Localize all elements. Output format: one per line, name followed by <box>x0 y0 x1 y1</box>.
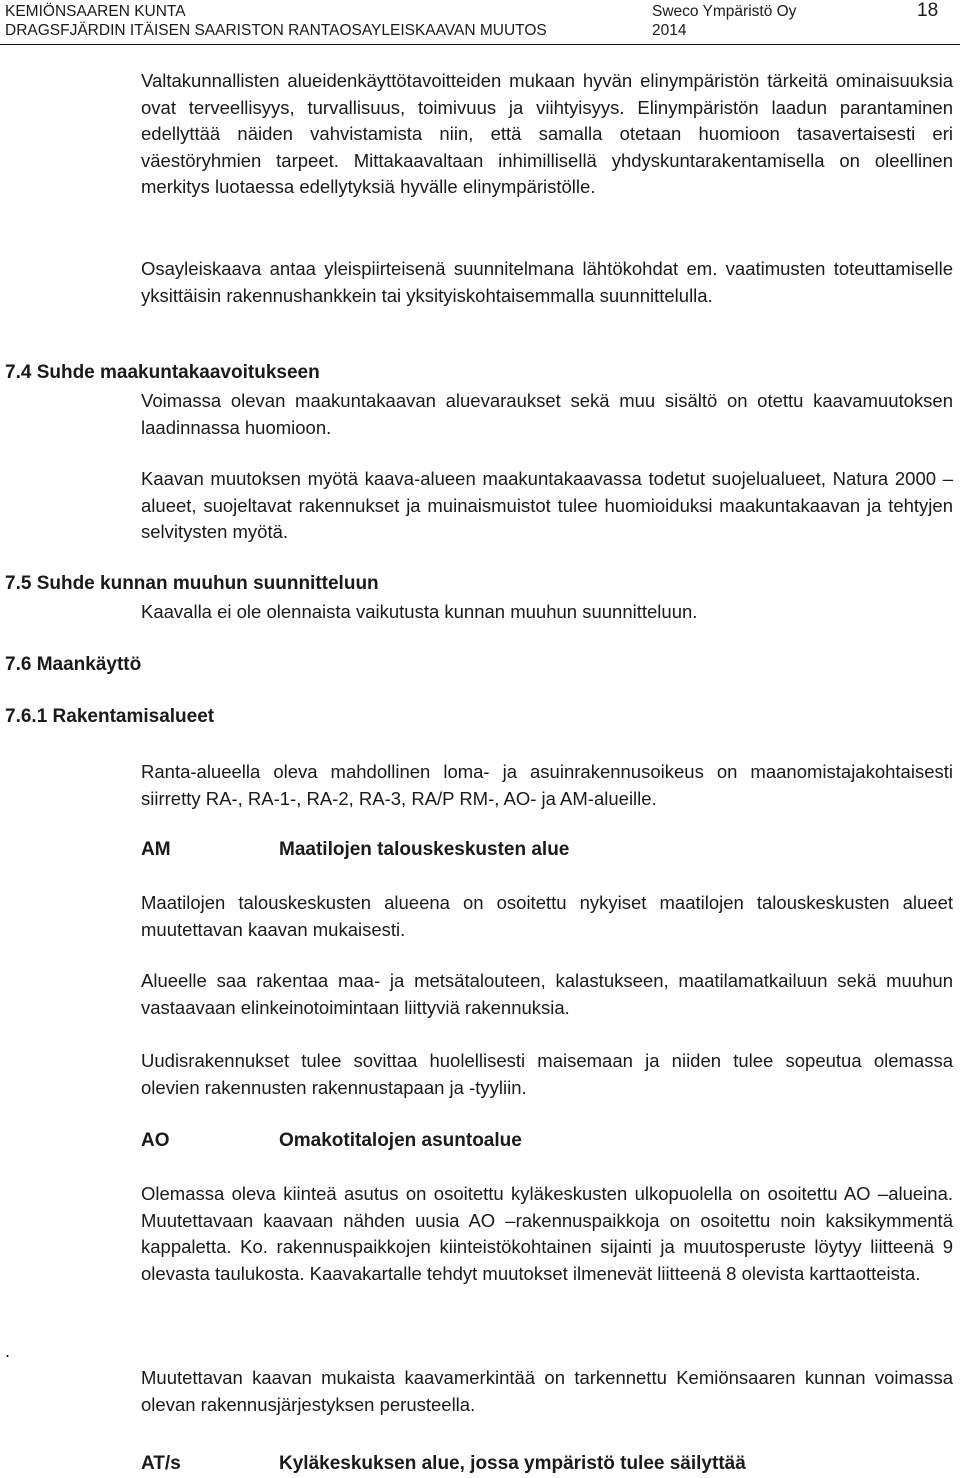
header-year: 2014 <box>652 22 687 39</box>
stray-period-mark: . <box>5 1341 11 1361</box>
am-paragraph-2: Alueelle saa rakentaa maa- ja metsätalouteen, kalastukseen, maatilamatkailuun sekä muuhun vastaavaan elinkeinotoimintaan liittyviä rakennuksia. <box>141 970 953 1018</box>
intro-paragraph-1: Valtakunnallisten alueidenkäyttötavoitteiden mukaan hyvän elinympäristön tärkeitä ominaisuuksia ovat terveellisyys, turvallisuus, toimivuus ja viihtyisyys. Elinympäristön laadun parantaminen edellyttää näiden vahvistamista niin, että samalla otetaan huomioon tasavertaisesti eri väestöryhmien tarpeet. Mittakaavaltaan inhimillisellä yhdyskuntarakentamisella on oleellinen merkitys luotaessa edellytyksiä hyvälle elinympäristölle. <box>141 70 953 197</box>
am-paragraph-1: Maatilojen talouskeskusten alueena on osoitettu nykyiset maatilojen talouskeskusten alueet muutettavan kaavan mukaisesti. <box>141 892 953 940</box>
header-consultant: Sweco Ympäristö Oy <box>652 3 797 20</box>
section-7-4-heading: 7.4 Suhde maakuntakaavoitukseen <box>5 362 320 383</box>
header-municipality: KEMIÖNSAAREN KUNTA <box>5 3 186 20</box>
am-title: Maatilojen talouskeskusten alue <box>279 839 570 860</box>
section-7-6-heading: 7.6 Maankäyttö <box>5 654 142 675</box>
header-plan-title: DRAGSFJÄRDIN ITÄISEN SAARISTON RANTAOSAYLEISKAAVAN MUUTOS <box>5 22 547 39</box>
header-divider <box>0 44 960 45</box>
ao-title: Omakotitalojen asuntoalue <box>279 1130 522 1151</box>
intro-paragraph-2: Osayleiskaava antaa yleispiirteisenä suunnitelmana lähtökohdat em. vaatimusten toteuttamiselle yksittäisin rakennushankkein tai yksityiskohtaisemmalla suunnittelulla. <box>141 258 953 306</box>
section-7-6-1-heading: 7.6.1 Rakentamisalueet <box>5 706 215 727</box>
header-organization <box>5 2 547 40</box>
ao-paragraph-2: Muutettavan kaavan mukaista kaavamerkintää on tarkennettu Kemiönsaaren kunnan voimassa olevan rakennusjärjestyksen perusteella. <box>141 1367 953 1415</box>
section-7-4-paragraph-2: Kaavan muutoksen myötä kaava-alueen maakuntakaavassa todetut suojelualueet, Natura 2000 –alueet, suojeltavat rakennukset ja muinaismuistot tulee huomioiduksi maakuntakaavan ja tehtyjen selvitysten myötä. <box>141 468 953 542</box>
ats-code: AT/s <box>141 1453 181 1474</box>
header-consultant-block <box>652 2 796 40</box>
section-7-6-1-intro: Ranta-alueella oleva mahdollinen loma- ja asuinrakennusoikeus on maanomistajakohtaisesti siirretty RA-, RA-1-, RA-2, RA-3, RA/P RM-, AO- ja AM-alueille. <box>141 761 953 809</box>
am-code: AM <box>141 839 171 860</box>
ao-code: AO <box>141 1130 170 1151</box>
section-7-5-heading: 7.5 Suhde kunnan muuhun suunnitteluun <box>5 573 379 594</box>
page-header <box>0 0 960 46</box>
ao-paragraph-1: Olemassa oleva kiinteä asutus on osoitettu kyläkeskusten ulkopuolella on osoitettu AO –alueina. Muutettavaan kaavaan nähden uusia AO –rakennuspaikkoja on osoitettu noin kaksikymmentä kappaletta. Ko. rakennuspaikkojen kiinteistökohtainen sijainti ja muutosperuste löytyy liitteenä 9 olevasta taulukosta. Kaavakartalle tehdyt muutokset ilmenevät liitteenä 8 olevista karttaotteista. <box>141 1183 953 1284</box>
page-number: 18 <box>917 0 939 21</box>
section-7-4-paragraph-1: Voimassa olevan maakuntakaavan aluevaraukset sekä muu sisältö on otettu kaavamuutoksen laadinnassa huomioon. <box>141 390 953 438</box>
am-paragraph-3: Uudisrakennukset tulee sovittaa huolellisesti maisemaan ja niiden tulee sopeutua olemassa olevien rakennusten rakennustapaan ja -tyyliin. <box>141 1050 953 1098</box>
section-7-5-paragraph: Kaavalla ei ole olennaista vaikutusta kunnan muuhun suunnitteluun. <box>141 601 698 622</box>
ats-title: Kyläkeskuksen alue, jossa ympäristö tulee säilyttää <box>279 1453 746 1474</box>
